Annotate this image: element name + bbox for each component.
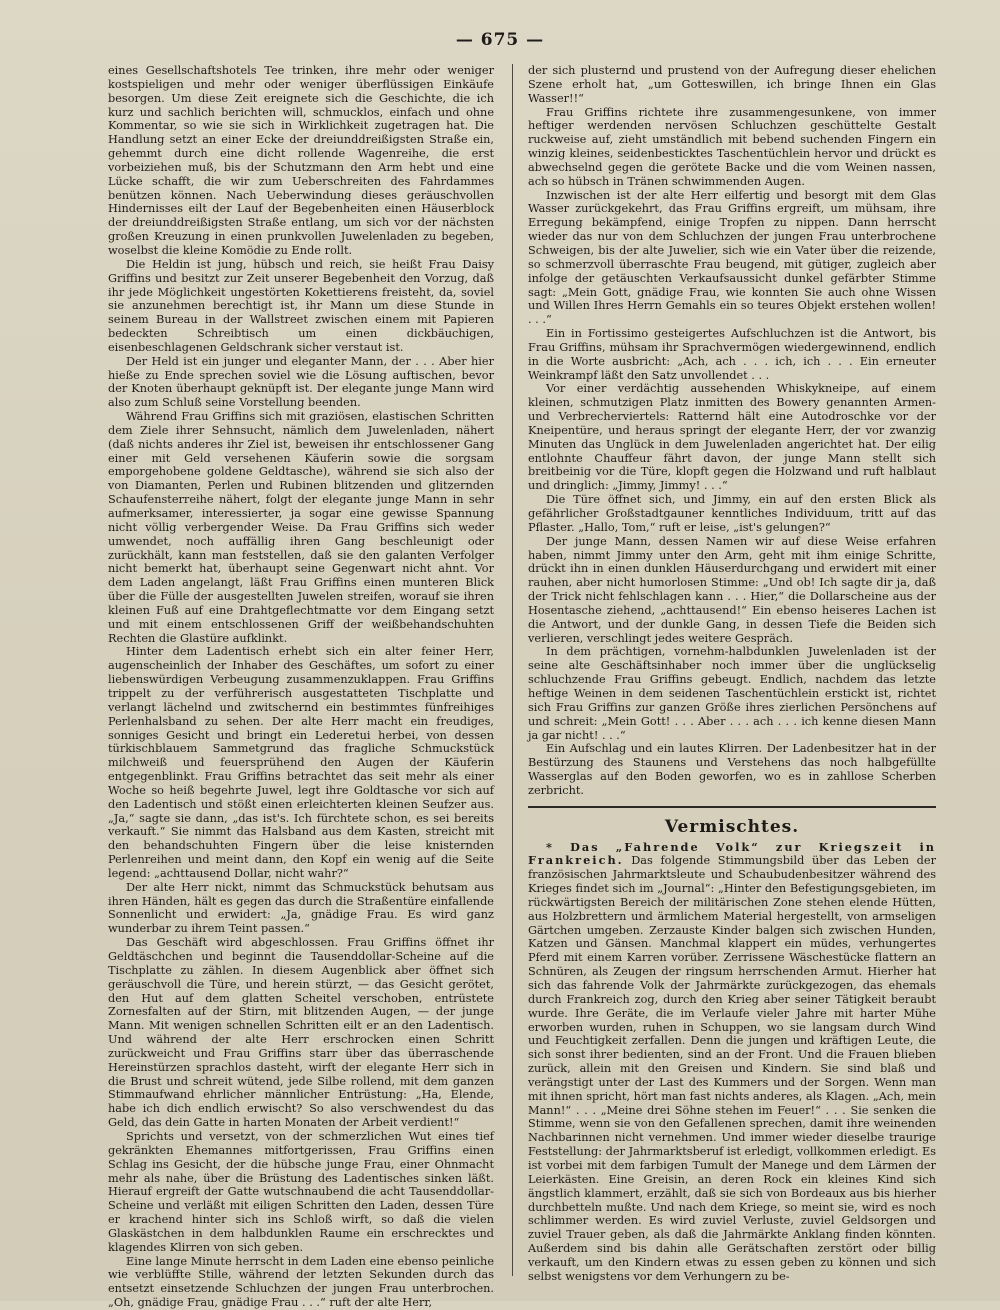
article-paragraph: Die Türe öffnet sich, und Jimmy, ein auf den ersten Blick als gefährlicher Großstadtgauner kenntliches Individuum, tritt auf das Pflaster. „Hallo, Tom,“ ruft er leise, „ist's gelungen?“ [528, 493, 936, 534]
article-paragraph: Inzwischen ist der alte Herr eilfertig und besorgt mit dem Glas Wasser zurückgekehrt, das Frau Griffins ergreift, um mühsam, ihre Erregung bekämpfend, einige Tropfen zu nippen. Dann herrscht wieder das nur von dem Schluchzen der jungen Frau unterbrochene Schweigen, bis der alte Juwelier, sich wie ein Vater über die reizende, so schmerzvoll überraschte Frau beugend, mit gütiger, zugleich aber infolge der getäuschten Verkaufsaussicht dunkel gefärbter Stimme sagt: „Mein Gott, gnädige Frau, wie konnten Sie auch ohne Wissen und Willen Ihres Herrn Gemahls ein so teures Objekt erstehen wollen! . . .“ [528, 188, 936, 327]
article-paragraph: eines Gesellschaftshotels Tee trinken, ihre mehr oder weniger kostspieligen und mehr oder weniger überflüssigen Einkäufe besorgen. Um diese Zeit ereignete sich die Geschichte, die ich kurz und sachlich berichten will, schmucklos, einfach und ohne Kommentar, so wie sie sich in Wirklichkeit zugetragen hat. Die Handlung setzt an einer Ecke der dreiunddreißigsten Straße ein, gehemmt durch eine dicht rollende Wagenreihe, die erst vorbeiziehen muß, bis der Schutzmann den Arm hebt und eine Lücke schafft, die wir zum Ueberschreiten des Fahrdammes benützen können. Nach Ueberwindung dieses geräuschvollen Hindernisses eilt der Lauf der Begebenheiten einen Häuserblock der dreiunddreißigsten Straße entlang, um sich vor der nächsten großen Kreuzung in einen prunkvollen Juwelenladen zu begeben, woselbst die kleine Komödie zu Ende rollt. [108, 64, 494, 257]
article-paragraph: Die Heldin ist jung, hübsch und reich, sie heißt Frau Daisy Griffins und besitzt zur Zeit unserer Begebenheit den Vorzug, daß ihr jede Möglichkeit ungestörten Kokettierens freisteht, da, soviel sie anzunehmen berechtigt ist, ihr Mann um diese Stunde in seinem Bureau in der Wallstreet zwischen einem mit Papieren bedeckten Schreibtisch um einen dickbäuchigen, eisenbeschlagenen Geldschrank sicher verstaut ist. [108, 257, 494, 354]
article-paragraph: In dem prächtigen, vornehm-halbdunklen Juwelenladen ist der seine alte Geschäftsinhaber noch immer über die unglückselig schluchzende Frau Griffins gebeugt. Endlich, nachdem das letzte heftige Weinen in dem seidenen Taschentüchlein erstickt ist, richtet sich Frau Griffins zur ganzen Größe ihres zierlichen Persönchens auf und schreit: „Mein Gott! . . . Aber . . . ach . . . ich kenne diesen Mann ja gar nicht! . . .“ [528, 645, 936, 742]
article-paragraph: Der junge Mann, dessen Namen wir auf diese Weise erfahren haben, nimmt Jimmy unter den Arm, geht mit ihm einige Schritte, drückt ihn in einen dunklen Häuserdurchgang und erwidert mit einer rauhen, aber nicht humorlosen Stimme: „Und ob! Ich sagte dir ja, daß der Trick nicht fehlschlagen kann . . . Hier,“ die Dollarscheine aus der Hosentasche ziehend, „achttausend!“ Ein ebenso heiseres Lachen ist die Antwort, und der dunkle Gang, in dessen Tiefe die Beiden sich verlieren, verschlingt jedes weitere Gespräch. [528, 534, 936, 645]
article-paragraph: der sich plusternd und prustend von der Aufregung dieser ehelichen Szene erholt hat, „um Gotteswillen, ich bringe Ihnen ein Glas Wasser!!“ [528, 64, 936, 105]
page-number: — 675 — [455, 30, 545, 50]
section-heading: Vermischtes. [664, 816, 800, 837]
news-item-body: Das folgende Stimmungsbild über das Leben der französischen Jahrmarktsleute und Schaubudenbesitzer während des Krieges findet sich im „Journal“: „Hinter den Befestigungsgebieten, im rückwärtigsten Bereich der militärischen Zone stehen elende Hütten, aus Holzbrettern und ärmlichem Material hergestellt, von armseligen Gärtchen umgeben. Zerzauste Kinder balgen sich zwischen Hunden, Katzen und Gänsen. Manchmal klappert ein müdes, verhungertes Pferd mit einem Karren vorüber. Zerrissene Wäschestücke flattern an Schnüren, als Zeugen der ringsum herrschenden Armut. Hierher hat sich das fahrende Volk der Jahrmärkte zurückgezogen, das ehemals durch Frankreich zog, durch den Krieg aber seiner Tätigkeit beraubt wurde. Ihre Geräte, die im Verlaufe vieler Jahre mit harter Mühe erworben wurden, ruhen in Schuppen, wo sie langsam durch Wind und Feuchtigkeit zerfallen. Denn die jungen und kräftigen Leute, die sich sonst ihrer bedienten, sind an der Front. Und die Frauen blieben zurück, allein mit den Greisen und Kindern. Sie sind blaß und verängstigt unter der Last des Kummers und der Sorgen. Wenn man mit ihnen spricht, hört man fast nichts anderes, als Klagen. „Ach, mein Mann!“ . . . „Meine drei Söhne stehen im Feuer!“ . . . Sie senken die Stimme, wenn sie von den Gefallenen sprechen, damit ihre weinenden Nachbarinnen nicht vernehmen. Und immer wieder dieselbe traurige Feststellung: der Jahrmarktsberuf ist erledigt, vollkommen erledigt. Es ist vorbei mit dem farbigen Tumult der Manege und dem Lärmen der Leierkästen. Eine Greisin, an deren Rock ein kleines Kind sich ängstlich klammert, erzählt, daß sie sich von Bordeaux aus bis hierher durchbetteln mußte. Und nach dem Kriege, so meint sie, wird es noch schlimmer werden. Es wird zuviel Verluste, zuviel Geldsorgen und zuviel Trauer geben, als daß die Jahrmärkte Anklang finden könnten. Außerdem sind bis dahin alle Gerätschaften zerstört oder billig verkauft, um den Kindern etwas zu essen geben zu können und sich selbst wenigstens vor dem Verhungern zu be- [528, 854, 936, 1283]
article-paragraph: Ein Aufschlag und ein lautes Klirren. Der Ladenbesitzer hat in der Bestürzung des Staunens und Verstehens das noch halbgefüllte Wasserglas auf den Boden geworfen, wo es in zahllose Scherben zerbricht. [528, 742, 936, 797]
article-paragraph: Frau Griffins richtete ihre zusammengesunkene, von immer heftiger werdenden nervösen Schluchzen geschüttelte Gestalt ruckweise auf, zieht umständlich mit bebend suchenden Fingern ein winzig kleines, seidenbesticktes Taschentüchlein hervor und drückt es abwechselnd gegen die gerötete Backe und die vom Weinen nassen, ach so hübsch in Tränen schwimmenden Augen. [528, 105, 936, 188]
article-paragraph: Hinter dem Ladentisch erhebt sich ein alter feiner Herr, augenscheinlich der Inhaber des Geschäftes, um sofort zu einer liebenswürdigen Verbeugung zusammenzuklappen. Frau Griffins trippelt zu der verführerisch ausgestatteten Tischplatte und verlangt lächelnd und zwitschernd ein bestimmtes fünfreihiges Perlenhalsband zu sehen. Der alte Herr macht ein freudiges, sonniges Gesicht und bringt ein Lederetui herbei, von dessen türkischblauem Sammetgrund das fragliche Schmuckstück milchweiß und feuersprühend den Augen der Käuferin entgegenblinkt. Frau Griffins betrachtet das seit mehr als einer Woche so heiß begehrte Juwel, legt ihre Goldtasche vor sich auf den Ladentisch und stößt einen erleichterten kleinen Seufzer aus. „Ja,“ sagte sie dann, „das ist's. Ich fürchtete schon, es sei bereits verkauft.“ Sie nimmt das Halsband aus dem Kasten, streicht mit den behandschuhten Fingern über die leise knisternden Perlenreihen und meint dann, den Kopf ein wenig auf die Seite legend: „achttausend Dollar, nicht wahr?“ [108, 645, 494, 880]
article-paragraph: Der alte Herr nickt, nimmt das Schmuckstück behutsam aus ihren Händen, hält es gegen das durch die Straßentüre einfallende Sonnenlicht und erwidert: „Ja, gnädige Frau. Es wird ganz wunderbar zu ihrem Teint passen.“ [108, 880, 494, 936]
article-paragraph: Sprichts und versetzt, von der schmerzlichen Wut eines tief gekränkten Ehemannes mitfortgerissen, Frau Griffins einen Schlag ins Gesicht, der die hübsche junge Frau, einer Ohnmacht mehr als nahe, über die Brüstung des Ladentisches sinken läßt. Hierauf ergreift der Gatte wutschnaubend die acht Tausenddollar-Scheine und verläßt mit eiligen Schritten den Laden, dessen Türe er krachend hinter sich ins Schloß wirft, so daß die vielen Glaskästchen in dem halbdunklen Raume ein erschrecktes und klagendes Klirren von sich geben. [108, 1129, 494, 1254]
article-paragraph: Vor einer verdächtig aussehenden Whiskykneipe, auf einem kleinen, schmutzigen Platz inmitten des Bowery genannten Armen- und Verbrecherviertels: Ratternd hält eine Autodroschke vor der Kneipentüre, und heraus springt der elegante Herr, der vor zwanzig Minuten das Unglück in dem Juwelenladen angerichtet hat. Der eilig entlohnte Chauffeur fährt davon, der junge Mann stellt sich breitbeinig vor die Türe, klopft gegen die Holzwand und ruft halblaut und dringlich: „Jimmy, Jimmy! . . .“ [528, 382, 936, 493]
section-rule [528, 806, 936, 808]
article-paragraph: Während Frau Griffins sich mit graziösen, elastischen Schritten dem Ziele ihrer Sehnsucht, nämlich dem Juwelenladen, nähert (daß nichts anderes ihr Ziel ist, beweisen ihr entschlossener Gang einer mit Geld versehenen Käuferin sowie die sorgsam emporgehobene goldene Geldtasche), während sie sich also der von Diamanten, Perlen und Rubinen blitzenden und glitzernden Schaufensterreihe nähert, folgt der elegante junge Mann in sehr aufmerksamer, interessierter, ja sogar eine gewisse Spannung nicht völlig verbergender Weise. Da Frau Griffins sich weder umwendet, noch auffällig ihren Gang beschleunigt oder zurückhält, kann man feststellen, daß sie den galanten Verfolger nicht bemerkt hat, überhaupt seine Gegenwart nicht ahnt. Vor dem Laden angelangt, läßt Frau Griffins einen munteren Blick über die Fülle der ausgestellten Juwelen streifen, worauf sie ihren kleinen Fuß auf eine Drahtgeflechtmatte vor dem Eingang setzt und mit einem entschlossenen Griff der weißbehandschuhten Rechten die Glastüre aufklinkt. [108, 410, 494, 645]
article-paragraph: Der Held ist ein junger und eleganter Mann, der . . . Aber hier hieße zu Ende sprechen soviel wie die Lösung auftischen, bevor der Knoten überhaupt geknüpft ist. Der elegante junge Mann wird also zum Schluß seine Vorstellung beenden. [108, 354, 494, 410]
left-column [108, 64, 494, 1310]
right-column [528, 64, 936, 1283]
column-divider [512, 64, 513, 1276]
article-paragraph: Das Geschäft wird abgeschlossen. Frau Griffins öffnet ihr Geldtäschchen und beginnt die Tausenddollar-Scheine auf die Tischplatte zu zählen. In diesem Augenblick aber öffnet sich geräuschvoll die Türe, und herein stürzt, — das Gesicht gerötet, den Hut auf dem glatten Scheitel verschoben, entrüstete Zornesfalten auf der Stirn, mit blitzenden Augen, — der junge Mann. Mit wenigen schnellen Schritten eilt er an den Ladentisch. Und während der alte Herr erschrocken einen Schritt zurückweicht und Frau Griffins starr über das überraschende Hereinstürzen sprachlos dasteht, wirft der elegante Herr sich in die Brust und schreit wütend, jede Silbe rollend, mit dem ganzen Stimmaufwand ehrlicher männlicher Entrüstung: „Ha, Elende, habe ich dich endlich erwischt? So also verschwendest du das Geld, das dein Gatte in harten Monaten der Arbeit verdient!“ [108, 936, 494, 1130]
article-paragraph: Ein in Fortissimo gesteigertes Aufschluchzen ist die Antwort, bis Frau Griffins, mühsam ihr Sprachvermögen wiedergewinnend, endlich in die Worte ausbricht: „Ach, ach . . . ich, ich . . . Ein erneuter Weinkrampf läßt den Satz unvollendet . . . [528, 327, 936, 382]
news-item-title: * Das „Fahrende Volk“ zur Kriegszeit in Frankreich. [528, 839, 936, 868]
article-paragraph: Eine lange Minute herrscht in dem Laden eine ebenso peinliche wie verblüffte Stille, während der letzten Sekunden durch das entsetzt einsetzende Schluchzen der jungen Frau unterbrochen. „Oh, gnädige Frau, gnädige Frau . . .“ ruft der alte Herr, [108, 1254, 494, 1310]
